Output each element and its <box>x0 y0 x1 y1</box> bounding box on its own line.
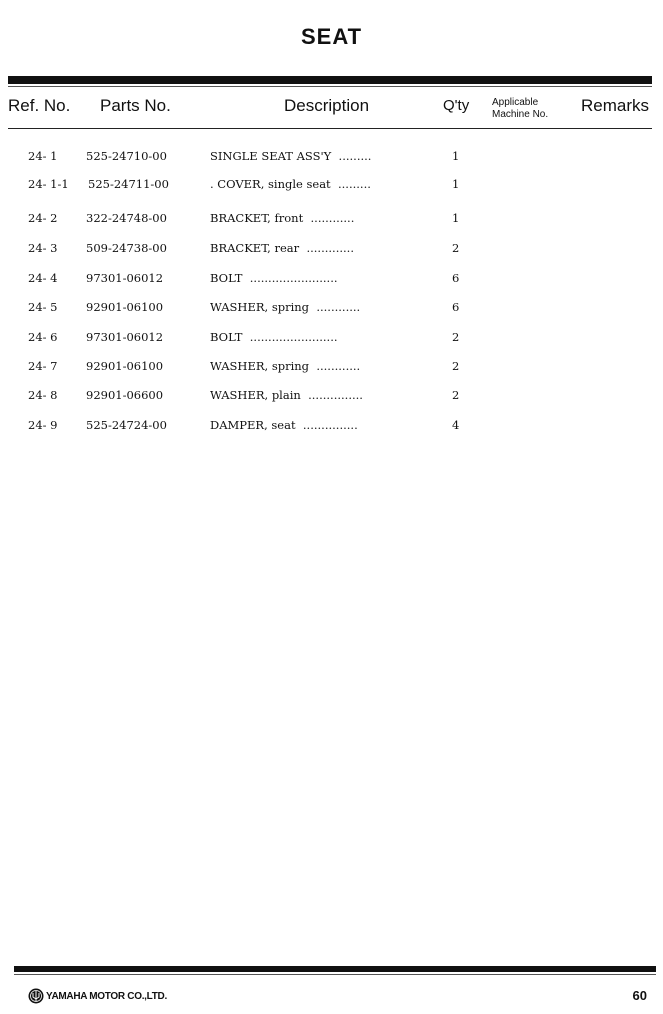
part-no: 509-24738-00 <box>86 241 167 255</box>
quantity: 6 <box>452 300 460 314</box>
header-qty: Q'ty <box>443 97 470 114</box>
part-no: 97301-06012 <box>86 271 164 285</box>
description: SINGLE SEAT ASS'Y ......... <box>210 149 372 163</box>
quantity: 1 <box>452 177 460 191</box>
company-name: YAMAHA MOTOR CO.,LTD. <box>46 991 167 1002</box>
page-title: SEAT <box>300 24 363 49</box>
description: . COVER, single seat ......... <box>210 177 371 191</box>
ref-no: 24- 9 <box>28 418 58 432</box>
description: BRACKET, front ............ <box>210 211 355 225</box>
part-no: 525-24710-00 <box>86 149 167 163</box>
table-row <box>0 211 663 231</box>
table-row <box>0 300 663 320</box>
quantity: 2 <box>452 388 460 402</box>
header-applicable-line2: Machine No. <box>492 109 549 120</box>
table-row <box>0 388 663 408</box>
header-applicable <box>492 97 548 121</box>
quantity: 1 <box>452 149 460 163</box>
quantity: 1 <box>452 211 460 225</box>
table-row <box>0 177 663 197</box>
header-ref-no: Ref. No. <box>8 96 71 115</box>
page-number: 60 <box>632 988 647 1003</box>
ref-no: 24- 1-1 <box>28 177 69 191</box>
ref-no: 24- 6 <box>28 330 58 344</box>
header-description: Description <box>284 96 370 115</box>
yamaha-tuning-fork-icon <box>28 988 44 1004</box>
header-parts-no: Parts No. <box>100 96 171 115</box>
description: WASHER, plain ............... <box>210 388 363 402</box>
header-remarks: Remarks <box>581 96 650 115</box>
description: BRACKET, rear ............. <box>210 241 354 255</box>
ref-no: 24- 2 <box>28 211 58 225</box>
ref-no: 24- 5 <box>28 300 58 314</box>
header-applicable-line1: Applicable <box>492 97 539 108</box>
quantity: 4 <box>452 418 460 432</box>
quantity: 2 <box>452 359 460 373</box>
part-no: 92901-06100 <box>86 359 164 373</box>
header-rule-thick <box>8 76 652 84</box>
ref-no: 24- 4 <box>28 271 58 285</box>
table-row <box>0 241 663 261</box>
description: DAMPER, seat ............... <box>210 418 358 432</box>
quantity: 2 <box>452 241 460 255</box>
ref-no: 24- 8 <box>28 388 58 402</box>
table-row <box>0 418 663 438</box>
header-rule-thin <box>8 86 652 87</box>
description: WASHER, spring ............ <box>210 300 361 314</box>
ref-no: 24- 3 <box>28 241 58 255</box>
description: WASHER, spring ............ <box>210 359 361 373</box>
quantity: 6 <box>452 271 460 285</box>
table-row <box>0 271 663 291</box>
header-underline <box>8 128 652 129</box>
quantity: 2 <box>452 330 460 344</box>
ref-no: 24- 1 <box>28 149 58 163</box>
part-no: 525-24711-00 <box>88 177 169 191</box>
part-no: 92901-06100 <box>86 300 164 314</box>
table-row <box>0 330 663 350</box>
description: BOLT ........................ <box>210 330 338 344</box>
footer-rule-thick <box>14 966 656 972</box>
table-row <box>0 359 663 379</box>
part-no: 97301-06012 <box>86 330 164 344</box>
footer-rule-thin <box>14 974 656 975</box>
description: BOLT ........................ <box>210 271 338 285</box>
table-row <box>0 149 663 169</box>
part-no: 525-24724-00 <box>86 418 167 432</box>
part-no: 322-24748-00 <box>86 211 167 225</box>
part-no: 92901-06600 <box>86 388 164 402</box>
ref-no: 24- 7 <box>28 359 58 373</box>
